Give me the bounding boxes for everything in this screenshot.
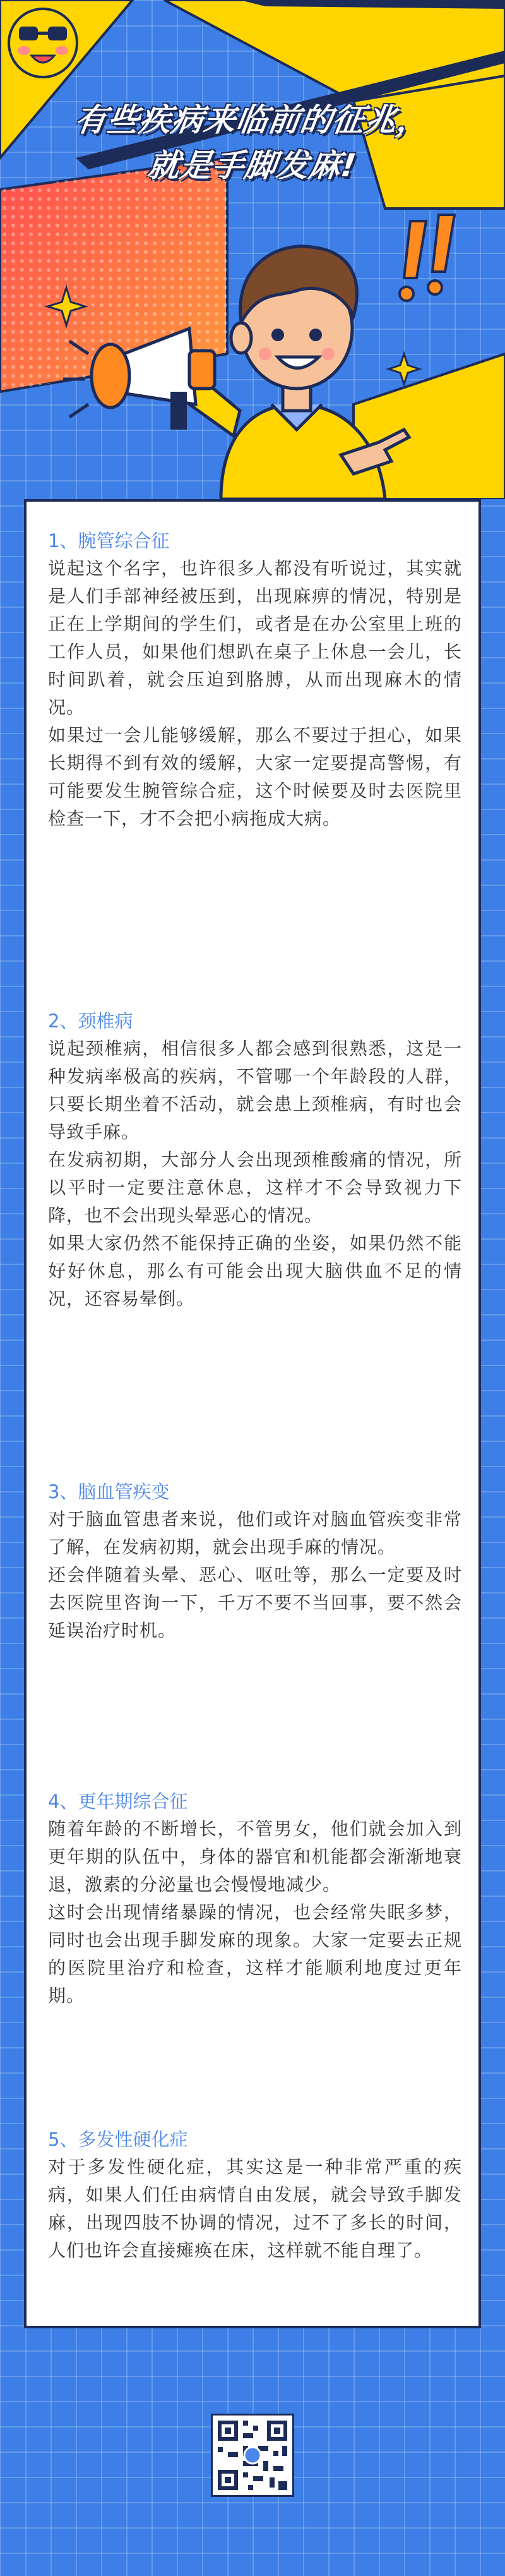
section-paragraph: 说起颈椎病，相信很多人都会感到很熟悉，这是一种发病率极高的疾病，不管哪一个年龄段的人群，只要长期坐着不活动，就会患上颈椎病，有时也会导致手麻。: [48, 1038, 462, 1142]
section-paragraph: 对于多发性硬化症，其实这是一种非常严重的疾病，如果人们任由病情自由发展，就会导致手脚发麻，出现四肢不协调的情况，过不了多长的时间，人们也许会直接瘫痪在床，这样就不能自理了。: [48, 2156, 462, 2261]
section-carpal-tunnel: [48, 527, 462, 833]
section-paragraph: 在发病初期，大部分人会出现颈椎酸痛的情况，所以平时一定要注意休息，这样才不会导致视力下降，也不会出现头晕恶心的情况。: [48, 1149, 462, 1226]
exclaim-icon: [400, 215, 454, 301]
smiley-face-icon: [5, 5, 81, 81]
section-paragraph: 这时会出现情绪暴躁的情况，也会经常失眠多梦，同时也会出现手脚发麻的现象。大家一定要去正规的医院里治疗和检查，这样才能顺利地度过更年期。: [48, 1902, 462, 2006]
section-title: 2、颈椎病: [48, 1010, 133, 1032]
section-cervical-spondylosis: [48, 1007, 462, 1313]
section-paragraph: 还会伴随着头晕、恶心、呕吐等，那么一定要及时去医院里咨询一下，千万不要不当回事，要不然会延误治疗时机。: [48, 1564, 462, 1641]
section-paragraph: 说起这个名字，也许很多人都没有听说过，其实就是人们手部神经被压到，出现麻痹的情况，特别是正在上学期间的学生们，或者是在办公室里上班的工作人员，如果他们想趴在桌子上休息一会儿，长时间趴着，就会压迫到胳膊，从而出现麻木的情况。: [48, 558, 462, 718]
section-paragraph: 如果过一会儿能够缓解，那么不要过于担心，如果长期得不到有效的缓解，大家一定要提高警惕，有可能要发生腕管综合症，这个时候要及时去医院里检查一下，才不会把小病拖成大病。: [48, 725, 462, 829]
section-title: 4、更年期综合征: [48, 1791, 188, 1812]
section-title: 5、多发性硬化症: [48, 2129, 188, 2150]
article-card: [24, 499, 481, 2328]
section-menopause: [48, 1787, 462, 2010]
section-cerebrovascular: [48, 1478, 462, 1645]
section-paragraph: 如果大家仍然不能保持正确的坐姿，如果仍然不能好好休息，那么有可能会出现大脑供血不足的情况，还容易晕倒。: [48, 1233, 462, 1309]
section-paragraph: 对于脑血管患者来说，他们或许对脑血管疾变非常了解，在发病初期，就会出现手麻的情况。: [48, 1509, 462, 1557]
hero-banner: [0, 0, 505, 499]
section-multiple-sclerosis: [48, 2126, 462, 2265]
section-title: 1、腕管综合征: [48, 530, 170, 552]
section-title: 3、脑血管疾变: [48, 1481, 170, 1503]
headline-line-2: 就是手脚发麻!: [145, 147, 359, 184]
section-paragraph: 随着年龄的不断增长，不管男女，他们就会加入到更年期的队伍中，身体的器官和机能都会渐渐地衰退，激素的分泌量也会慢慢地减少。: [48, 1818, 462, 1895]
qr-code-icon[interactable]: [211, 2414, 294, 2497]
headline-line-1: 有些疾病来临前的征兆，: [72, 102, 432, 138]
